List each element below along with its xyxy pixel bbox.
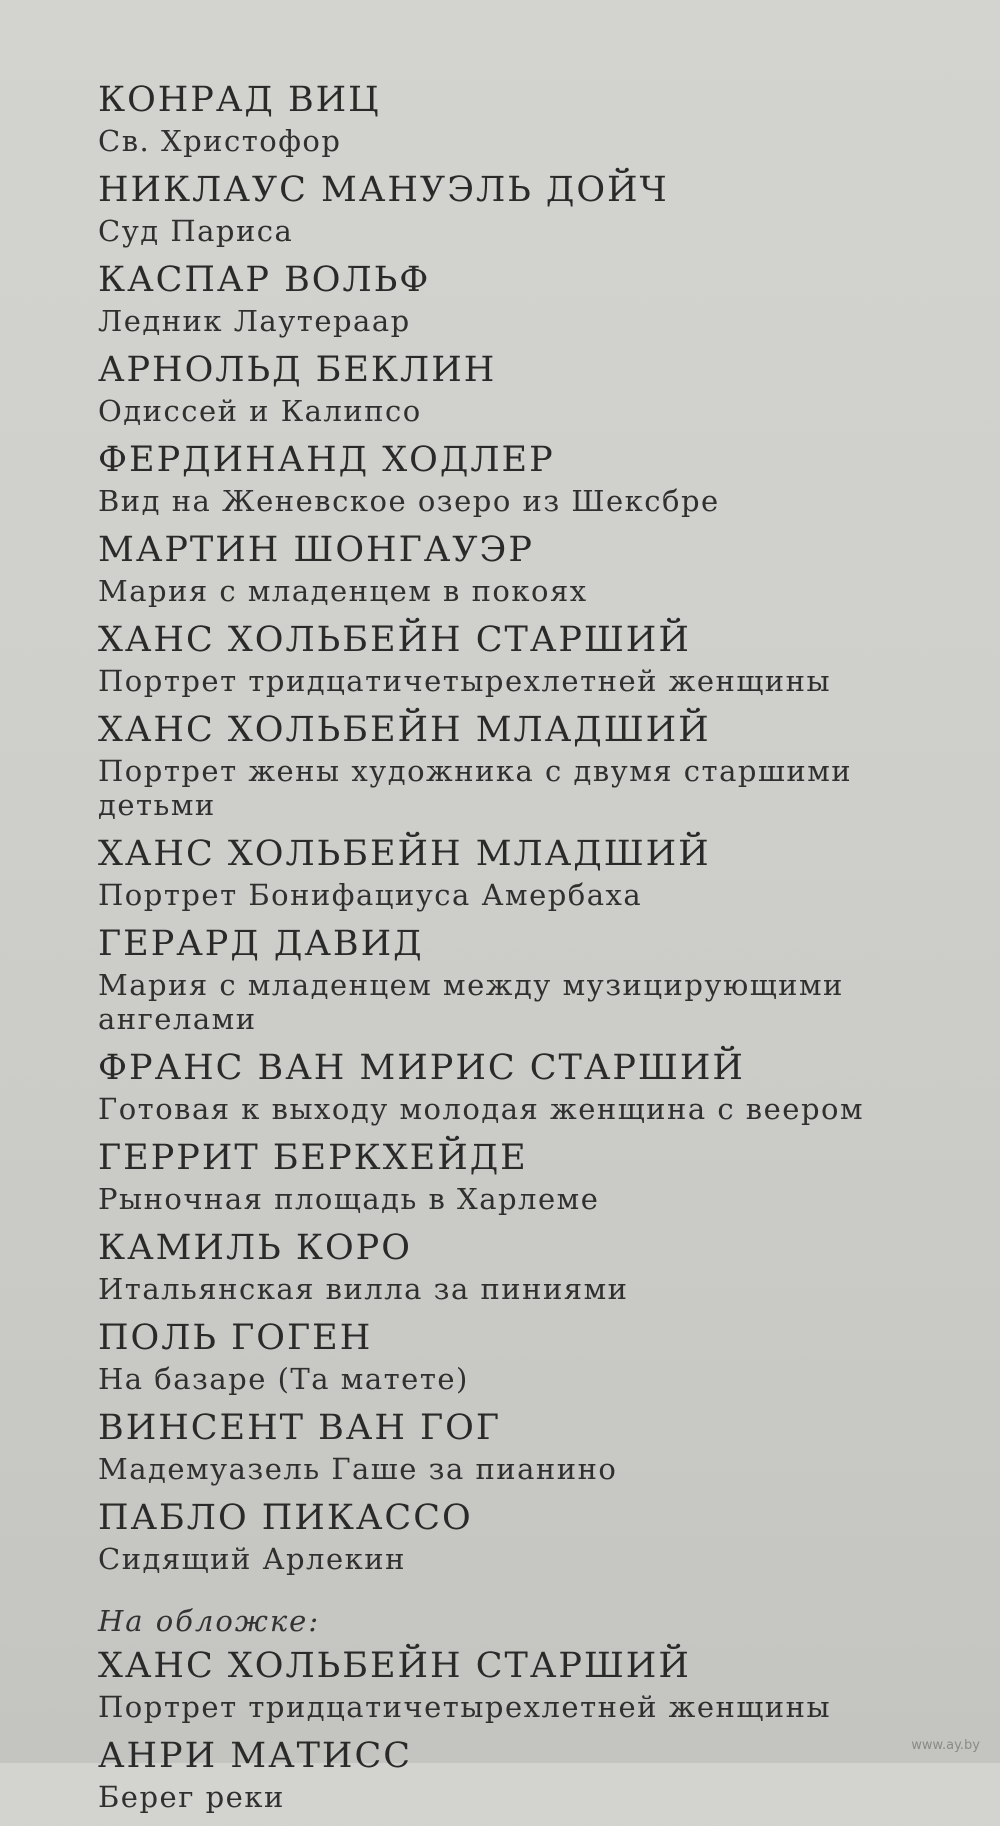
list-entry	[98, 1228, 958, 1306]
artist-name: КАМИЛЬ КОРО	[98, 1228, 412, 1268]
list-entry	[98, 1498, 958, 1576]
artwork-title: Портрет тридцатичетырехлетней женщины	[98, 1690, 832, 1724]
artwork-title: Готовая к выходу молодая женщина с веером	[98, 1092, 865, 1126]
artist-name: КОНРАД ВИЦ	[98, 80, 381, 120]
artwork-title: Мадемуазель Гаше за пианино	[98, 1452, 618, 1486]
artist-name: ФЕРДИНАНД ХОДЛЕР	[98, 440, 555, 480]
site-watermark: www.ay.by	[911, 1738, 980, 1753]
list-entry	[98, 1318, 958, 1396]
artwork-title: Вид на Женевское озеро из Шексбре	[98, 484, 720, 518]
list-entry	[98, 80, 958, 158]
list-entry	[98, 924, 958, 1036]
artist-name: ХАНС ХОЛЬБЕЙН СТАРШИЙ	[98, 620, 691, 660]
artist-name: ХАНС ХОЛЬБЕЙН СТАРШИЙ	[98, 1646, 691, 1686]
list-entry	[98, 350, 958, 428]
contents-page	[98, 80, 958, 1826]
list-entry	[98, 530, 958, 608]
artwork-title: Одиссей и Калипсо	[98, 394, 422, 428]
list-entry	[98, 620, 958, 698]
artwork-title: Рыночная площадь в Харлеме	[98, 1182, 600, 1216]
artwork-title: Мария с младенцем в покоях	[98, 574, 588, 608]
artist-name: ГЕРРИТ БЕРКХЕЙДЕ	[98, 1138, 528, 1178]
artist-name: АНРИ МАТИСС	[98, 1736, 412, 1776]
artist-name: МАРТИН ШОНГАУЭР	[98, 530, 534, 570]
artist-name: ВИНСЕНТ ВАН ГОГ	[98, 1408, 502, 1448]
artist-name: КАСПАР ВОЛЬФ	[98, 260, 431, 300]
list-entry	[98, 1048, 958, 1126]
list-entry	[98, 260, 958, 338]
artist-name: ГЕРАРД ДАВИД	[98, 924, 424, 964]
artwork-title: Портрет тридцатичетырехлетней женщины	[98, 664, 832, 698]
artwork-title: Итальянская вилла за пиниями	[98, 1272, 629, 1306]
list-entry	[98, 1736, 958, 1814]
list-entry	[98, 170, 958, 248]
list-entry	[98, 834, 958, 912]
artist-name: ФРАНС ВАН МИРИС СТАРШИЙ	[98, 1048, 745, 1088]
artwork-title: Сидящий Арлекин	[98, 1542, 406, 1576]
artist-name: ПАБЛО ПИКАССО	[98, 1498, 473, 1538]
list-entry	[98, 710, 958, 822]
list-entry	[98, 1138, 958, 1216]
cover-heading: На обложке:	[98, 1604, 321, 1638]
artist-name: ХАНС ХОЛЬБЕЙН МЛАДШИЙ	[98, 710, 711, 750]
list-entry	[98, 440, 958, 518]
entries-list	[98, 80, 958, 1576]
artist-name: ХАНС ХОЛЬБЕЙН МЛАДШИЙ	[98, 834, 711, 874]
artwork-title: На базаре (Та матете)	[98, 1362, 469, 1396]
artwork-title: Портрет жены художника с двумя старшими детьми	[98, 754, 853, 822]
list-entry	[98, 1408, 958, 1486]
artist-name: НИКЛАУС МАНУЭЛЬ ДОЙЧ	[98, 170, 669, 210]
artist-name: ПОЛЬ ГОГЕН	[98, 1318, 373, 1358]
artist-name: АРНОЛЬД БЕКЛИН	[98, 350, 497, 390]
list-entry	[98, 1646, 958, 1724]
cover-entries-list	[98, 1646, 958, 1814]
artwork-title: Берег реки	[98, 1780, 285, 1814]
artwork-title: Портрет Бонифациуса Амербаха	[98, 878, 643, 912]
artwork-title: Св. Христофор	[98, 124, 342, 158]
artwork-title: Мария с младенцем между музицирующими ангелами	[98, 968, 844, 1036]
artwork-title: Суд Париса	[98, 214, 294, 248]
artwork-title: Ледник Лаутераар	[98, 304, 411, 338]
